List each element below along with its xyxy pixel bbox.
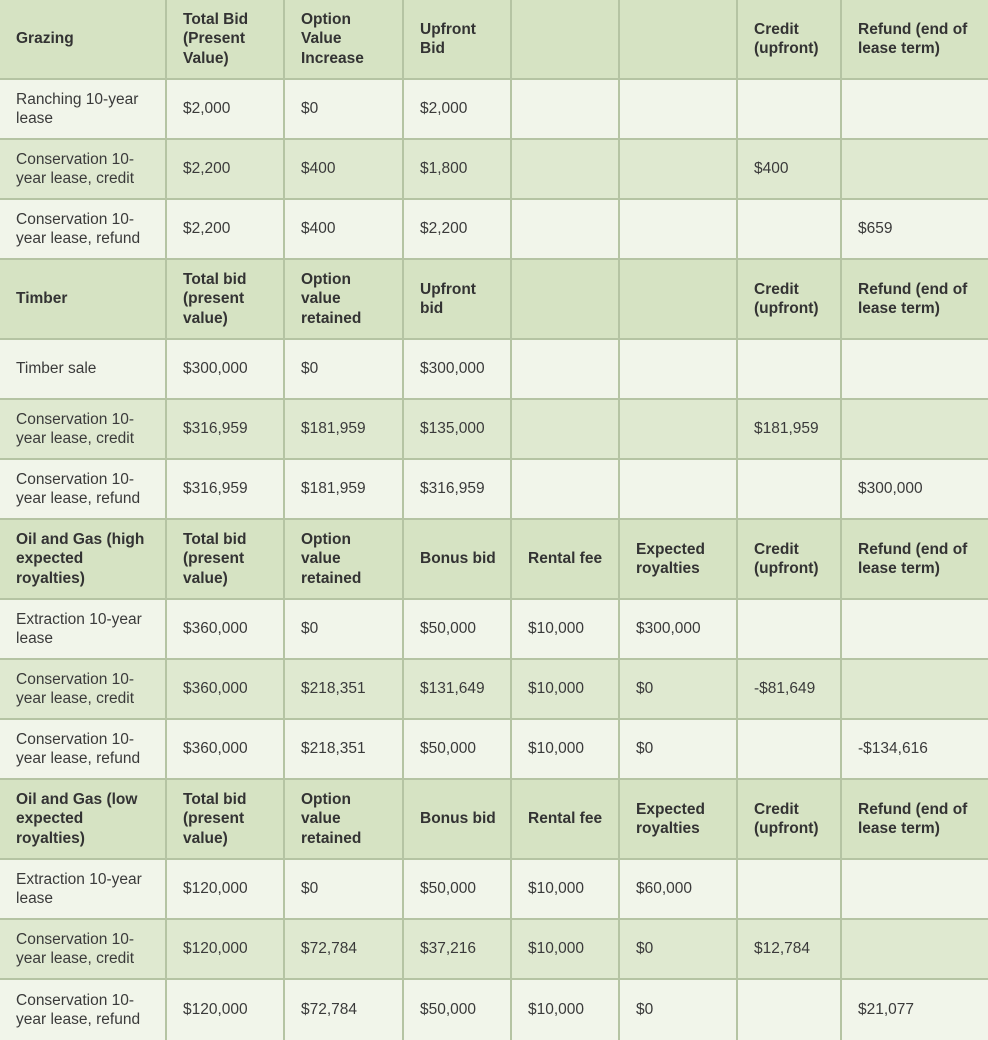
header-cell-option-value: Option value retained xyxy=(284,259,403,339)
cell-credit: $12,784 xyxy=(737,919,841,979)
cell-option-value: $400 xyxy=(284,139,403,199)
cell-total-bid: $360,000 xyxy=(166,599,284,659)
cell-option-value: $181,959 xyxy=(284,399,403,459)
cell-credit xyxy=(737,599,841,659)
cell-expected-royalties: $0 xyxy=(619,719,737,779)
cell-refund xyxy=(841,339,988,399)
cell-label: Conservation 10-year lease, credit xyxy=(0,399,166,459)
cell-credit: $400 xyxy=(737,139,841,199)
header-cell-label: Timber xyxy=(0,259,166,339)
cell-total-bid: $2,200 xyxy=(166,139,284,199)
header-cell-total-bid: Total Bid (Present Value) xyxy=(166,0,284,79)
cell-rental-fee xyxy=(511,399,619,459)
cell-upfront-bid: $300,000 xyxy=(403,339,511,399)
cell-total-bid: $360,000 xyxy=(166,719,284,779)
header-cell-total-bid: Total bid (present value) xyxy=(166,779,284,859)
cell-refund xyxy=(841,859,988,919)
section-header-row xyxy=(0,259,988,339)
header-cell-refund: Refund (end of lease term) xyxy=(841,519,988,599)
cell-refund xyxy=(841,919,988,979)
header-cell-expected-royalties xyxy=(619,259,737,339)
cell-credit: -$81,649 xyxy=(737,659,841,719)
cell-credit xyxy=(737,719,841,779)
cell-expected-royalties xyxy=(619,339,737,399)
cell-upfront-bid: $50,000 xyxy=(403,979,511,1040)
cell-refund: -$134,616 xyxy=(841,719,988,779)
table-row xyxy=(0,339,988,399)
header-cell-credit: Credit (upfront) xyxy=(737,779,841,859)
cell-option-value: $400 xyxy=(284,199,403,259)
cell-credit: $181,959 xyxy=(737,399,841,459)
cell-label: Conservation 10-year lease, refund xyxy=(0,979,166,1040)
cell-refund xyxy=(841,79,988,139)
cell-rental-fee xyxy=(511,79,619,139)
header-cell-label: Oil and Gas (low expected royalties) xyxy=(0,779,166,859)
cell-credit xyxy=(737,459,841,519)
cell-credit xyxy=(737,79,841,139)
cell-upfront-bid: $131,649 xyxy=(403,659,511,719)
cell-total-bid: $120,000 xyxy=(166,919,284,979)
header-cell-total-bid: Total bid (present value) xyxy=(166,519,284,599)
table-row xyxy=(0,719,988,779)
header-cell-upfront-bid: Bonus bid xyxy=(403,779,511,859)
cell-option-value: $218,351 xyxy=(284,719,403,779)
cell-label: Extraction 10-year lease xyxy=(0,859,166,919)
cell-credit xyxy=(737,859,841,919)
cell-rental-fee: $10,000 xyxy=(511,719,619,779)
cell-option-value: $72,784 xyxy=(284,979,403,1040)
cell-label: Conservation 10-year lease, credit xyxy=(0,919,166,979)
cell-label: Conservation 10-year lease, credit xyxy=(0,659,166,719)
cell-refund: $21,077 xyxy=(841,979,988,1040)
cell-total-bid: $120,000 xyxy=(166,979,284,1040)
cell-total-bid: $316,959 xyxy=(166,459,284,519)
cell-credit xyxy=(737,979,841,1040)
cell-label: Ranching 10-year lease xyxy=(0,79,166,139)
cell-expected-royalties xyxy=(619,459,737,519)
cell-expected-royalties xyxy=(619,139,737,199)
cell-upfront-bid: $50,000 xyxy=(403,859,511,919)
cell-upfront-bid: $1,800 xyxy=(403,139,511,199)
cell-rental-fee: $10,000 xyxy=(511,979,619,1040)
header-cell-refund: Refund (end of lease term) xyxy=(841,779,988,859)
cell-option-value: $218,351 xyxy=(284,659,403,719)
cell-option-value: $0 xyxy=(284,339,403,399)
cell-upfront-bid: $50,000 xyxy=(403,719,511,779)
cell-rental-fee xyxy=(511,339,619,399)
section-header-row xyxy=(0,779,988,859)
header-cell-credit: Credit (upfront) xyxy=(737,519,841,599)
cell-label: Extraction 10-year lease xyxy=(0,599,166,659)
header-cell-option-value: Option value retained xyxy=(284,779,403,859)
cell-upfront-bid: $135,000 xyxy=(403,399,511,459)
table-row xyxy=(0,199,988,259)
table-row xyxy=(0,79,988,139)
cell-upfront-bid: $50,000 xyxy=(403,599,511,659)
cell-upfront-bid: $316,959 xyxy=(403,459,511,519)
cell-total-bid: $2,200 xyxy=(166,199,284,259)
header-cell-label: Oil and Gas (high expected royalties) xyxy=(0,519,166,599)
cell-rental-fee: $10,000 xyxy=(511,859,619,919)
cell-refund xyxy=(841,399,988,459)
cell-refund: $300,000 xyxy=(841,459,988,519)
cell-total-bid: $316,959 xyxy=(166,399,284,459)
cell-total-bid: $300,000 xyxy=(166,339,284,399)
table-row xyxy=(0,919,988,979)
cell-option-value: $0 xyxy=(284,859,403,919)
header-cell-refund: Refund (end of lease term) xyxy=(841,259,988,339)
header-cell-expected-royalties: Expected royalties xyxy=(619,779,737,859)
cell-upfront-bid: $2,000 xyxy=(403,79,511,139)
table-row xyxy=(0,599,988,659)
cell-option-value: $0 xyxy=(284,599,403,659)
cell-rental-fee: $10,000 xyxy=(511,659,619,719)
section-header-row xyxy=(0,0,988,79)
cell-expected-royalties: $0 xyxy=(619,919,737,979)
header-cell-credit: Credit (upfront) xyxy=(737,0,841,79)
header-cell-upfront-bid: Upfront Bid xyxy=(403,0,511,79)
header-cell-option-value: Option value retained xyxy=(284,519,403,599)
header-cell-rental-fee: Rental fee xyxy=(511,519,619,599)
cell-rental-fee: $10,000 xyxy=(511,919,619,979)
cell-refund: $659 xyxy=(841,199,988,259)
cell-option-value: $72,784 xyxy=(284,919,403,979)
header-cell-expected-royalties xyxy=(619,0,737,79)
cell-expected-royalties: $60,000 xyxy=(619,859,737,919)
header-cell-upfront-bid: Bonus bid xyxy=(403,519,511,599)
cell-expected-royalties xyxy=(619,399,737,459)
cell-label: Conservation 10-year lease, credit xyxy=(0,139,166,199)
cell-total-bid: $120,000 xyxy=(166,859,284,919)
header-cell-total-bid: Total bid (present value) xyxy=(166,259,284,339)
cell-option-value: $0 xyxy=(284,79,403,139)
header-cell-rental-fee xyxy=(511,0,619,79)
cell-total-bid: $2,000 xyxy=(166,79,284,139)
cell-rental-fee: $10,000 xyxy=(511,599,619,659)
cell-credit xyxy=(737,339,841,399)
header-cell-upfront-bid: Upfront bid xyxy=(403,259,511,339)
section-header-row xyxy=(0,519,988,599)
header-cell-label: Grazing xyxy=(0,0,166,79)
cell-refund xyxy=(841,139,988,199)
cell-label: Timber sale xyxy=(0,339,166,399)
table-row xyxy=(0,979,988,1040)
header-cell-option-value: Option Value Increase xyxy=(284,0,403,79)
cell-expected-royalties xyxy=(619,79,737,139)
cell-label: Conservation 10-year lease, refund xyxy=(0,459,166,519)
header-cell-expected-royalties: Expected royalties xyxy=(619,519,737,599)
cell-expected-royalties xyxy=(619,199,737,259)
table-row xyxy=(0,659,988,719)
cell-upfront-bid: $2,200 xyxy=(403,199,511,259)
cell-total-bid: $360,000 xyxy=(166,659,284,719)
cell-rental-fee xyxy=(511,459,619,519)
cell-rental-fee xyxy=(511,139,619,199)
table-row xyxy=(0,459,988,519)
cell-expected-royalties: $300,000 xyxy=(619,599,737,659)
table-row xyxy=(0,859,988,919)
cell-expected-royalties: $0 xyxy=(619,979,737,1040)
cell-credit xyxy=(737,199,841,259)
cell-expected-royalties: $0 xyxy=(619,659,737,719)
cell-option-value: $181,959 xyxy=(284,459,403,519)
cell-refund xyxy=(841,659,988,719)
header-cell-rental-fee xyxy=(511,259,619,339)
table-row xyxy=(0,399,988,459)
cell-label: Conservation 10-year lease, refund xyxy=(0,719,166,779)
header-cell-rental-fee: Rental fee xyxy=(511,779,619,859)
table-row xyxy=(0,139,988,199)
header-cell-credit: Credit (upfront) xyxy=(737,259,841,339)
header-cell-refund: Refund (end of lease term) xyxy=(841,0,988,79)
cell-upfront-bid: $37,216 xyxy=(403,919,511,979)
cell-rental-fee xyxy=(511,199,619,259)
cell-label: Conservation 10-year lease, refund xyxy=(0,199,166,259)
cell-refund xyxy=(841,599,988,659)
